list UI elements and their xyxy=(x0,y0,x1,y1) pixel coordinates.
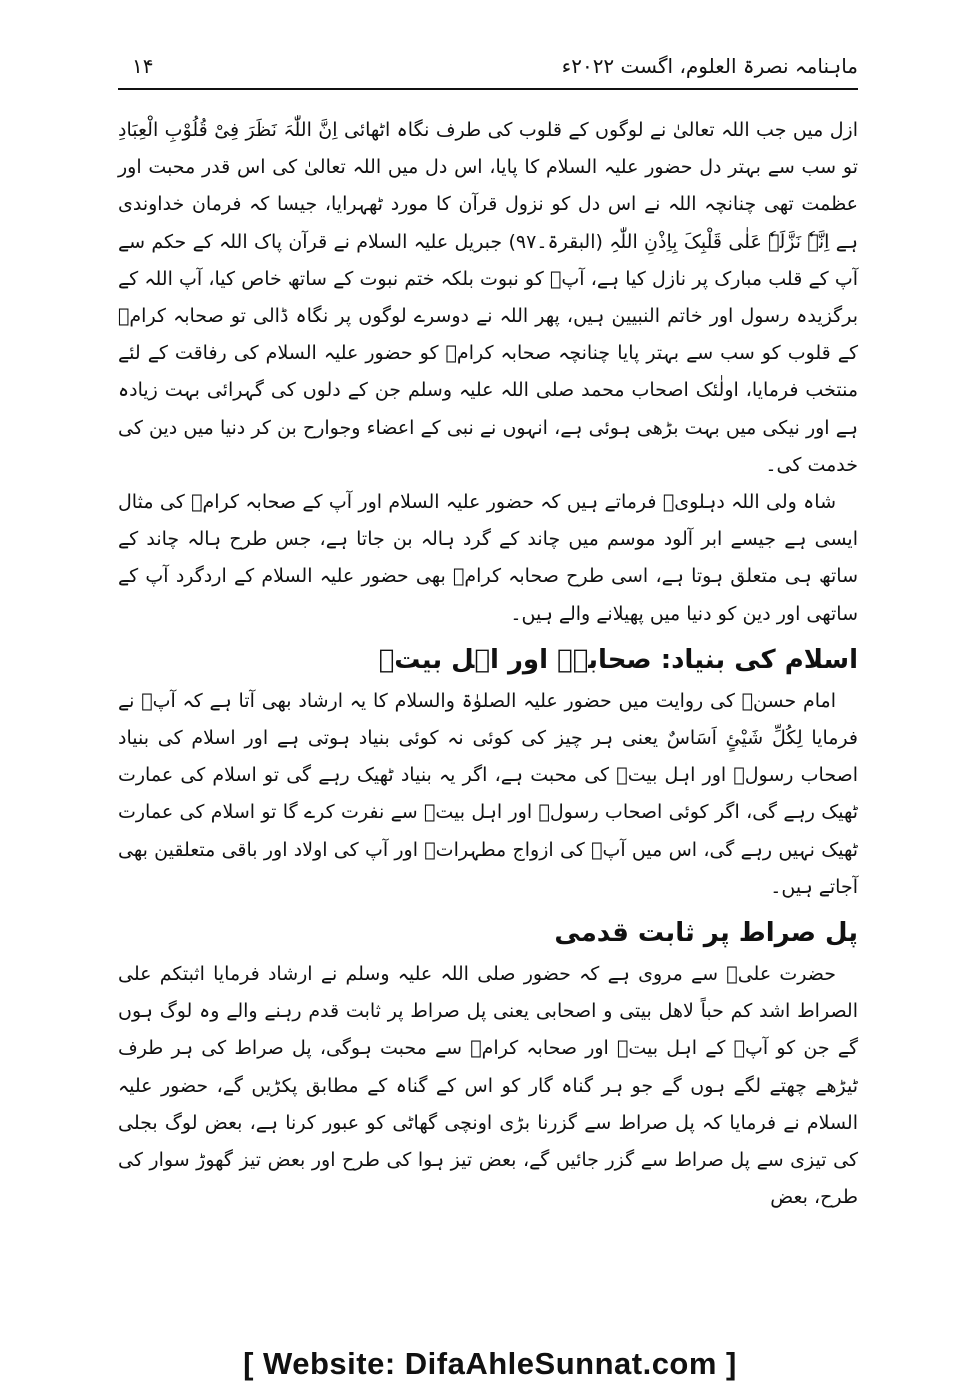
paragraph: امام حسنؓ کی روایت میں حضور علیہ الصلوٰۃ والسلام کا یہ ارشاد بھی آتا ہے کہ آپؐ نے فرمایا لِکُلِّ شَیْئٍ اَسَاسٌ یعنی ہر چیز کی کوئی نہ کوئی بنیاد ہوتی ہے اور اسلام کی بنیاد اصحاب رسولؐ اور اہل بیتؓ کی محبت ہے، اگر یہ بنیاد ٹھیک رہے گی تو اسلام کی عمارت ٹھیک رہے گی، اگر کوئی اصحاب رسولؐ اور اہل بیتؓ سے نفرت کرے گا تو اسلام کی عمارت ٹھیک نہیں رہے گی، اس میں آپؐ کی ازواج مطہراتؓ اور آپ کی اولاد اور باقی متعلقین بھی آجاتے ہیں۔ xyxy=(118,689,858,898)
running-header xyxy=(118,52,858,86)
header-divider xyxy=(118,88,858,90)
section-heading: اسلام کی بنیاد: صحابہؓ اور اہل بیتؓ xyxy=(378,644,858,675)
website-footer: [ Website: DifaAhleSunnat.com ] xyxy=(243,1346,737,1381)
paragraph: ازل میں جب اللہ تعالیٰ نے لوگوں کے قلوب کی طرف نگاہ اٹھائی اِنَّ اللّٰہَ نَظَرَ فِیْ قُلُوْبِ الْعِبَادِ تو سب سے بہتر دل حضور علیہ السلام کا پایا، اس دل میں اللہ تعالیٰ کی اس قدر محبت اور عظمت تھی چنانچہ اللہ نے اس دل کو نزول قرآن کا مورد ٹھہرایا، جیسا کہ فرمان خداوندی ہے اِنَّہٗ نَزَّلَہٗ عَلٰی قَلْبِکَ بِاِذْنِ اللّٰہِ (البقرۃ۔۹۷) جبریل علیہ السلام نے قرآن پاک اللہ کے حکم سے آپ کے قلب مبارک پر نازل کیا ہے، آپؐ کو نبوت بلکہ ختم نبوت کے ساتھ خاص کیا، آپ اللہ کے برگزیدہ رسول اور خاتم النبیین ہیں، پھر اللہ نے دوسرے لوگوں پر نگاہ ڈالی تو صحابہ کرامؓ کے قلوب کو سب سے بہتر پایا چنانچہ صحابہ کرامؓ کو حضور علیہ السلام کی رفاقت کے لئے منتخب فرمایا، اولٰئک اصحاب محمد صلی اللہ علیہ وسلم جن کے دلوں کی گہرائی بہت زیادہ ہے اور نیکی میں بہت بڑھی ہوئی ہے، انہوں نے نبی کے اعضاء وجوارح بن کر دنیا میں دین کی خدمت کی۔ xyxy=(118,119,858,476)
paragraph: حضرت علیؓ سے مروی ہے کہ حضور صلی اللہ علیہ وسلم نے ارشاد فرمایا اثبتکم علی الصراط اشد کم حباً لاھل بیتی و اصحابی یعنی پل صراط پر ثابت قدم رہنے والے وہ لوگ ہوں گے جن کو آپؐ کے اہل بیتؓ اور صحابہ کرامؓ سے محبت ہوگی، پل صراط کی ہر طرف ٹیڑھے چھتے لگے ہوں گے جو ہر گناہ گار کو اس کے گناہ کے مطابق پکڑیں گے، حضور علیہ السلام نے فرمایا کہ پل صراط سے گزرنا بڑی اونچی گھاٹی کو عبور کرنا ہے، بعض لوگ بجلی کی تیزی سے پل صراط سے گزر جائیں گے، بعض تیز ہوا کی طرح اور بعض تیز گھوڑ سوار کی طرح، بعض xyxy=(118,963,858,1209)
section-heading: پل صراط پر ثابت قدمی xyxy=(554,918,858,949)
paragraph: شاہ ولی اللہ دہلویؒ فرماتے ہیں کہ حضور علیہ السلام اور آپ کے صحابہ کرامؓ کی مثال ایسی ہے جیسے ابر آلود موسم میں چاند کے گرد ہالہ بن جاتا ہے، جس طرح ہالہ چاند کے ساتھ ہی متعلق ہوتا ہے، اسی طرح صحابہ کرامؓ بھی حضور علیہ السلام کے اردگرد آپ کے ساتھی اور دین کو دنیا میں پھیلانے والے ہیں۔ xyxy=(118,491,858,625)
magazine-title: ماہنامہ نصرۃ العلوم، اگست ۲۰۲۲ء xyxy=(561,54,858,78)
article-body xyxy=(118,112,858,1216)
page-number: ۱۴ xyxy=(132,54,154,78)
